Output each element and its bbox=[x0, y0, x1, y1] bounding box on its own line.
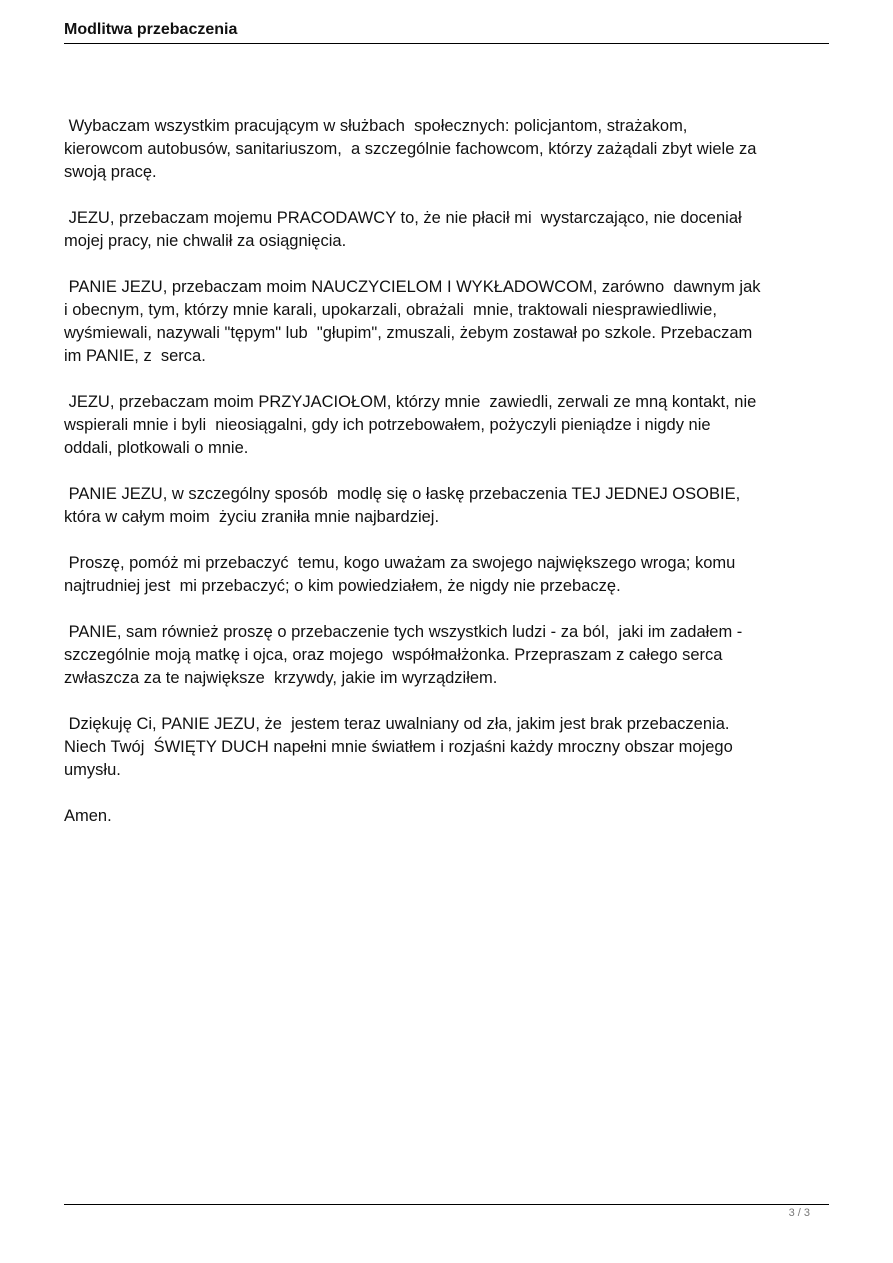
header-divider bbox=[64, 43, 829, 44]
paragraph: Proszę, pomóż mi przebaczyć temu, kogo uważam za swojego największego wroga; komu najtrudniej jest mi przebaczyć; o kim powiedziałem, że nigdy nie przebaczę. bbox=[64, 554, 736, 595]
paragraph: JEZU, przebaczam mojemu PRACODAWCY to, że nie płacił mi wystarczająco, nie doceniał mojej pracy, nie chwalił za osiągnięcia. bbox=[64, 209, 742, 250]
paragraph: Dziękuję Ci, PANIE JEZU, że jestem teraz uwalniany od zła, jakim jest brak przebaczenia. Niech Twój ŚWIĘTY DUCH napełni mnie światłem i rozjaśni każdy mroczny obszar mojego umysłu. bbox=[64, 715, 733, 779]
page-number: 3 / 3 bbox=[788, 1207, 810, 1219]
document-title: Modlitwa przebaczenia bbox=[64, 21, 238, 38]
paragraph: PANIE JEZU, w szczególny sposób modlę się o łaskę przebaczenia TEJ JEDNEJ OSOBIE, która w całym moim życiu zraniła mnie najbardziej. bbox=[64, 485, 741, 526]
footer-divider bbox=[64, 1204, 829, 1205]
paragraph: Wybaczam wszystkim pracującym w służbach społecznych: policjantom, strażakom, kierowcom autobusów, sanitariuszom, a szczególnie fachowcom, którzy zażądali zbyt wiele za swoją pracę. bbox=[64, 117, 757, 181]
paragraph: PANIE, sam również proszę o przebaczenie tych wszystkich ludzi - za ból, jaki im zadałem - szczególnie moją matkę i ojca, oraz mojego współmałżonka. Przepraszam z całego serca zwłaszcza za te największe krzywdy, jakie im wyrządziłem. bbox=[64, 623, 743, 687]
closing-amen: Amen. bbox=[64, 807, 112, 825]
paragraph: PANIE JEZU, przebaczam moim NAUCZYCIELOM I WYKŁADOWCOM, zarówno dawnym jak i obecnym, tym, którzy mnie karali, upokarzali, obrażali mnie, traktowali niesprawiedliwie, wyśmiewali, nazywali "tępym" lub "głupim", zmuszali, żebym zostawał po szkole. Przebaczam im PANIE, z serca. bbox=[64, 278, 761, 365]
document-body bbox=[64, 115, 834, 851]
paragraph: JEZU, przebaczam moim PRZYJACIOŁOM, którzy mnie zawiedli, zerwali ze mną kontakt, nie wspierali mnie i byli nieosiągalni, gdy ich potrzebowałem, pożyczyli pieniądze i nigdy nie oddali, plotkowali o mnie. bbox=[64, 393, 757, 457]
